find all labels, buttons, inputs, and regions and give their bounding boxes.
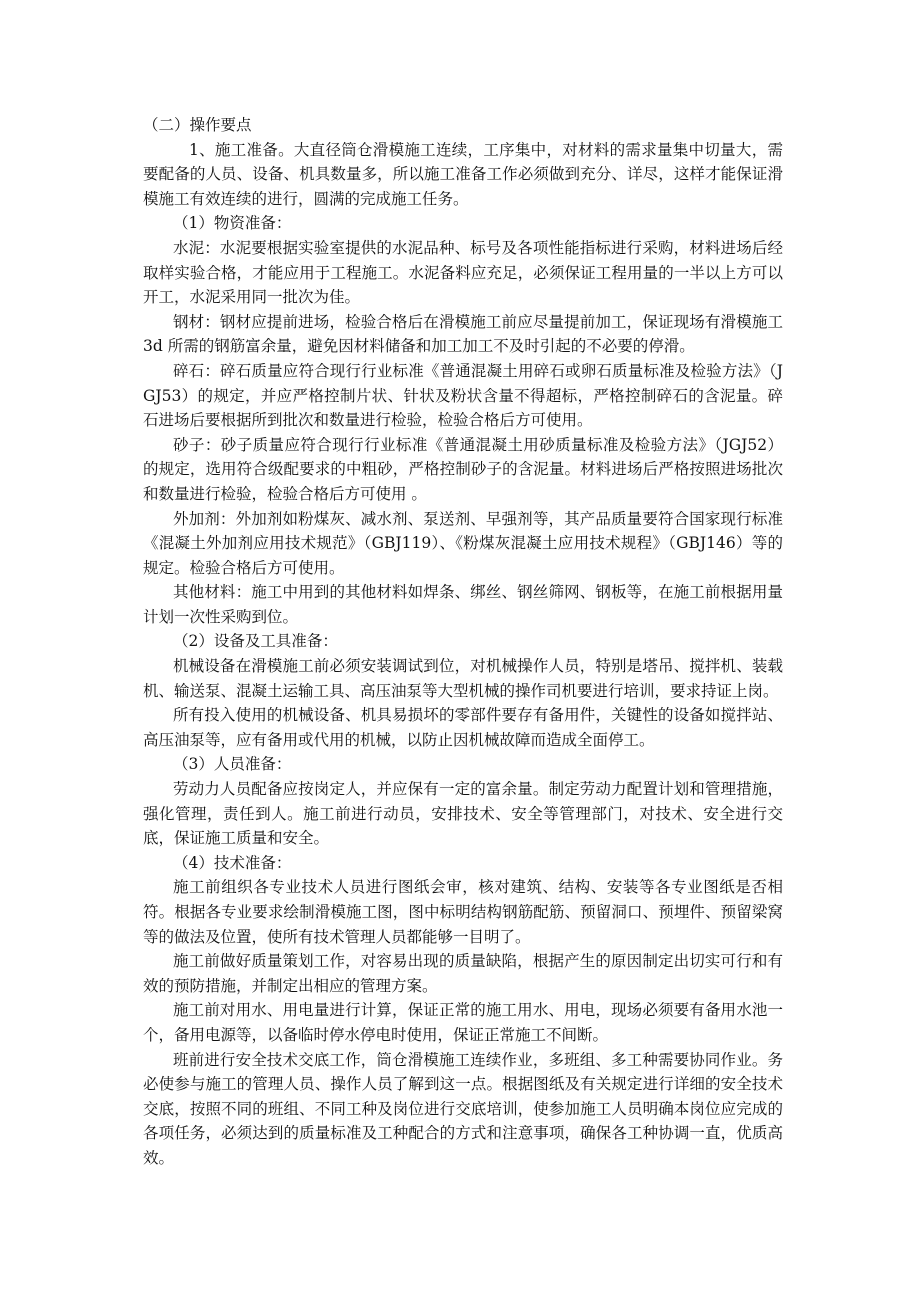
paragraph-safety-briefing: 班前进行安全技术交底工作，筒仓滑模施工连续作业，多班组、多工种需要协同作业。务必使参与施工的管理人员、操作人员了解到这一点。根据图纸及有关规定进行详细的安全技术交底，按照不同的班组、不同工种及岗位进行交底培训，使参加施工人员明确本岗位应完成的各项任务，必须达到的质量标准及工种配合的方式和注意事项，确保各工种协调一直，优质高效。 xyxy=(143,1050,783,1167)
subheading-material-preparation: （1）物资准备： xyxy=(173,214,292,233)
subheading-technical-preparation: （4）技术准备： xyxy=(173,853,292,872)
paragraph-cement: 水泥：水泥要根据实验室提供的水泥品种、标号及各项性能指标进行采购，材料进场后经取样实验合格，才能应用于工程施工。水泥备料应充足，必须保证工程用量的一半以上方可以开工，水泥采用同一批次为佳。 xyxy=(143,238,783,307)
paragraph-drawing-review: 施工前组织各专业技术人员进行图纸会审，核对建筑、结构、安装等各专业图纸是否相符。根据各专业要求绘制滑模施工图，图中标明结构钢筋配筋、预留洞口、预埋件、预留梁窝等的做法及位置，使所有技术管理人员都能够一目明了。 xyxy=(143,878,783,946)
paragraph-gravel: 碎石：碎石质量应符合现行行业标准《普通混凝土用碎石或卵石质量标准及检验方法》（JGJ53）的规定，并应严格控制片状、针状及粉状含量不得超标，严格控制碎石的含泥量。碎石进场后要根据所到批次和数量进行检验，检验合格后方可使用。 xyxy=(143,361,783,430)
paragraph-spare-parts: 所有投入使用的机械设备、机具易损坏的零部件要存有备用件，关键性的设备如搅拌站、高压油泵等，应有备用或代用的机械，以防止因机械故障而造成全面停工。 xyxy=(143,706,783,749)
paragraph-labor: 劳动力人员配备应按岗定人，并应保有一定的富余量。制定劳动力配置计划和管理措施，强化管理，责任到人。施工前进行动员，安排技术、安全等管理部门，对技术、安全进行交底，保证施工质量和安全。 xyxy=(143,780,783,848)
paragraph-construction-preparation: 1、施工准备。大直径筒仓滑模施工连续，工序集中，对材料的需求量集中切量大，需要配备的人员、设备、机具数量多，所以施工准备工作必须做到充分、详尽，这样才能保证滑模施工有效连续的进行，圆满的完成施工任务。 xyxy=(143,140,783,208)
paragraph-quality-planning: 施工前做好质量策划工作，对容易出现的质量缺陷，根据产生的原因制定出切实可行和有效的预防措施，并制定出相应的管理方案。 xyxy=(143,952,783,995)
paragraph-steel: 钢材：钢材应提前进场，检验合格后在滑模施工前应尽量提前加工，保证现场有滑模施工 3d 所需的钢筋富余量，避免因材料储备和加工加工不及时引起的不必要的停滑。 xyxy=(143,312,783,356)
paragraph-admixture: 外加剂：外加剂如粉煤灰、减水剂、泵送剂、早强剂等，其产品质量要符合国家现行标准《混凝土外加剂应用技术规范》（GBJ119）、《粉煤灰混凝土应用技术规程》（GBJ146）等的规定。检验合格后方可使用。 xyxy=(143,509,783,577)
paragraph-other-materials: 其他材料：施工中用到的其他材料如焊条、绑丝、钢丝筛网、钢板等，在施工前根据用量计划一次性采购到位。 xyxy=(143,583,783,626)
paragraph-sand: 砂子：砂子质量应符合现行行业标准《普通混凝土用砂质量标准及检验方法》（JGJ52）的规定，选用符合级配要求的中粗砂，严格控制砂子的含泥量。材料进场后严格按照进场批次和数量进行检验，检验合格后方可使用 。 xyxy=(143,435,783,503)
document-body xyxy=(143,113,783,1171)
subheading-equipment-preparation: （2）设备及工具准备： xyxy=(173,632,338,651)
paragraph-water-power: 施工前对用水、用电量进行计算，保证正常的施工用水、用电，现场必须要有备用水池一个，备用电源等，以备临时停水停电时使用，保证正常施工不间断。 xyxy=(143,1001,783,1044)
subheading-personnel-preparation: （3）人员准备： xyxy=(173,755,292,774)
section-heading: （二）操作要点 xyxy=(143,116,252,134)
paragraph-machinery: 机械设备在滑模施工前必须安装调试到位，对机械操作人员，特别是塔吊、搅拌机、装载机、输送泵、混凝土运输工具、高压油泵等大型机械的操作司机要进行培训，要求持证上岗。 xyxy=(143,657,783,700)
